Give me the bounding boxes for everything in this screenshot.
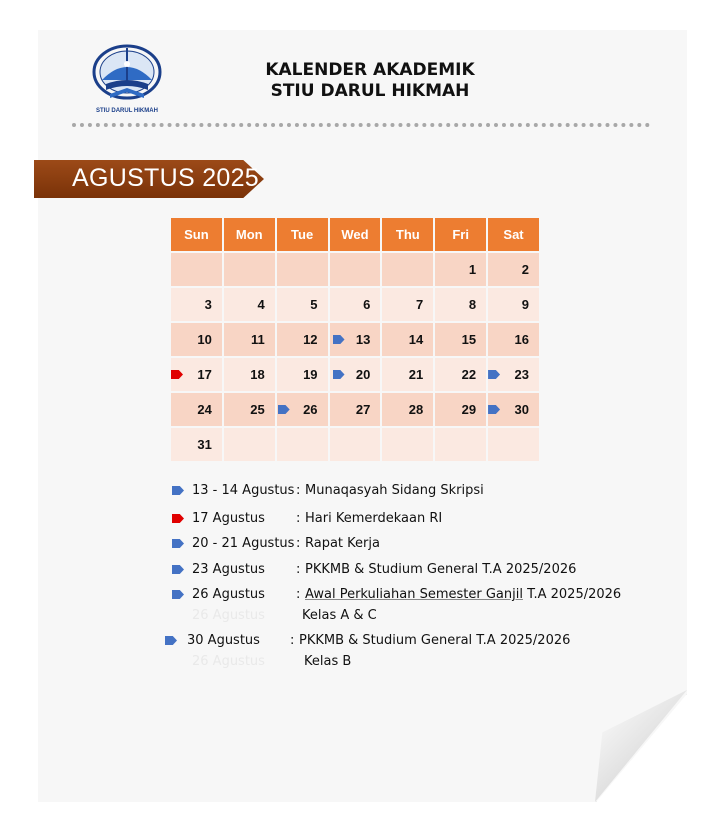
day-cell: 2 xyxy=(488,253,539,286)
day-cell-17: 17 xyxy=(171,358,222,391)
day-cell: 5 xyxy=(277,288,328,321)
weekday-wed: Wed xyxy=(330,218,381,251)
day-cell: 19 xyxy=(277,358,328,391)
day-cell xyxy=(171,253,222,286)
day-cell xyxy=(330,428,381,461)
event-description: PKKMB & Studium General T.A 2025/2026 xyxy=(305,562,577,577)
event-description: Rapat Kerja xyxy=(305,536,380,551)
week-row xyxy=(171,323,539,356)
day-cell: 14 xyxy=(382,323,433,356)
weekday-fri: Fri xyxy=(435,218,486,251)
weekday-header-row xyxy=(171,218,539,251)
day-cell: 9 xyxy=(488,288,539,321)
day-cell: 12 xyxy=(277,323,328,356)
event-date: 23 Agustus xyxy=(192,562,265,577)
day-cell xyxy=(277,428,328,461)
event-date: 13 - 14 Agustus xyxy=(192,483,295,498)
day-cell: 3 xyxy=(171,288,222,321)
day-cell xyxy=(330,253,381,286)
weekday-sat: Sat xyxy=(488,218,539,251)
day-cell-13: 13 xyxy=(330,323,381,356)
weekday-thu: Thu xyxy=(382,218,433,251)
weekday-sun: Sun xyxy=(171,218,222,251)
day-cell xyxy=(224,428,275,461)
event-date: 30 Agustus xyxy=(187,633,260,648)
day-cell: 7 xyxy=(382,288,433,321)
event-date: 26 Agustus xyxy=(192,587,265,602)
event-separator: : xyxy=(290,633,295,648)
day-cell: 18 xyxy=(224,358,275,391)
event-separator: : xyxy=(296,483,301,498)
month-title: AGUSTUS 2025 xyxy=(72,164,260,192)
day-cell: 15 xyxy=(435,323,486,356)
event-description-line2: Kelas B xyxy=(304,654,352,669)
event-separator: : xyxy=(296,511,301,526)
day-cell: 21 xyxy=(382,358,433,391)
event-date: 17 Agustus xyxy=(192,511,265,526)
week-row xyxy=(171,393,539,426)
day-cell xyxy=(435,428,486,461)
day-cell: 11 xyxy=(224,323,275,356)
logo-caption: STIU DARUL HIKMAH xyxy=(96,108,158,114)
day-cell: 10 xyxy=(171,323,222,356)
day-cell-26: 26 xyxy=(277,393,328,426)
event-flag-icon xyxy=(488,370,500,379)
event-flag-icon xyxy=(333,370,345,379)
event-flag-icon xyxy=(488,405,500,414)
event-flag-icon xyxy=(278,405,290,414)
event-flag-icon xyxy=(333,335,345,344)
weekday-mon: Mon xyxy=(224,218,275,251)
day-cell: 28 xyxy=(382,393,433,426)
day-cell-20: 20 xyxy=(330,358,381,391)
day-cell: 25 xyxy=(224,393,275,426)
day-cell-30: 30 xyxy=(488,393,539,426)
event-description: Hari Kemerdekaan RI xyxy=(305,511,443,526)
day-cell: 6 xyxy=(330,288,381,321)
event-separator: : xyxy=(296,587,301,602)
event-separator: : xyxy=(296,562,301,577)
day-cell xyxy=(488,428,539,461)
week-row xyxy=(171,358,539,391)
document-title xyxy=(210,60,530,102)
week-row xyxy=(171,428,539,461)
day-cell xyxy=(224,253,275,286)
event-description: Munaqasyah Sidang Skripsi xyxy=(305,483,484,498)
day-cell: 24 xyxy=(171,393,222,426)
event-description: PKKMB & Studium General T.A 2025/2026 xyxy=(299,633,571,648)
title-line-2: STIU DARUL HIKMAH xyxy=(270,81,470,101)
event-description: Awal Perkuliahan Semester Ganjil T.A 2025/2026 xyxy=(305,587,622,602)
event-ghost-text: 26 Agustus xyxy=(192,654,265,669)
day-cell xyxy=(382,428,433,461)
day-cell xyxy=(277,253,328,286)
week-row xyxy=(171,253,539,286)
day-cell: 22 xyxy=(435,358,486,391)
event-ghost-text: 26 Agustus xyxy=(192,608,265,623)
calendar-grid xyxy=(169,216,541,463)
day-cell: 31 xyxy=(171,428,222,461)
day-cell: 29 xyxy=(435,393,486,426)
event-date: 20 - 21 Agustus xyxy=(192,536,295,551)
day-cell: 1 xyxy=(435,253,486,286)
week-row xyxy=(171,288,539,321)
event-separator: : xyxy=(296,536,301,551)
dotted-divider xyxy=(72,123,650,127)
day-cell-23: 23 xyxy=(488,358,539,391)
day-cell xyxy=(382,253,433,286)
day-cell: 4 xyxy=(224,288,275,321)
event-description-line2: Kelas A & C xyxy=(302,608,377,623)
title-line-1: KALENDER AKADEMIK xyxy=(265,60,475,80)
day-cell: 8 xyxy=(435,288,486,321)
day-cell: 16 xyxy=(488,323,539,356)
day-cell: 27 xyxy=(330,393,381,426)
weekday-tue: Tue xyxy=(277,218,328,251)
holiday-flag-icon xyxy=(171,370,183,379)
